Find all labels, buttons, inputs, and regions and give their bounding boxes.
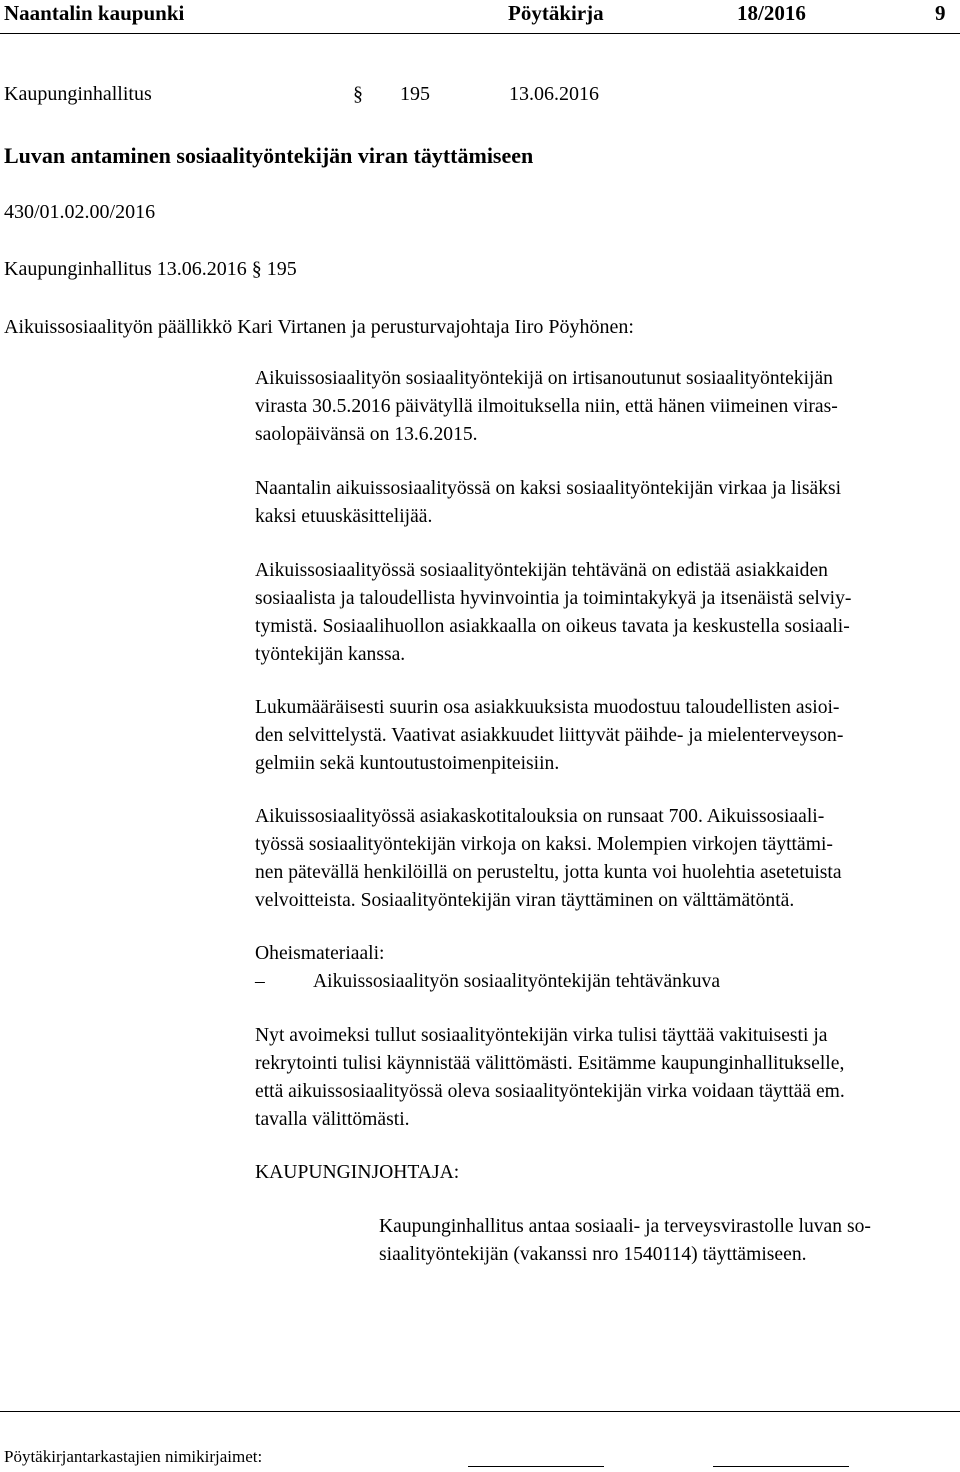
header-doc-number: 18/2016 <box>737 1 806 25</box>
proposal-line-1: Nyt avoimeksi tullut sosiaalityöntekijän virka tulisi täyttää vakituisesti ja <box>255 1025 828 1046</box>
paragraph-4-line-1: Lukumääräisesti suurin osa asiakkuuksista muodostuu taloudellisten asioi- <box>255 697 840 718</box>
history-line: Kaupunginhallitus 13.06.2016 § 195 <box>4 258 297 280</box>
header-doc-type: Pöytäkirja <box>508 1 604 25</box>
proposal-line-4: tavalla välittömästi. <box>255 1109 410 1130</box>
paragraph-3-line-4: työntekijän kanssa. <box>255 644 406 665</box>
mayor-decision-line-2: siaalityöntekijän (vakanssi nro 1540114) täyttämiseen. <box>379 1244 807 1265</box>
signature-line-1 <box>468 1466 604 1467</box>
paragraph-1-line-3: saolopäivänsä on 13.6.2015. <box>255 424 478 445</box>
attachment-item: Aikuissosiaalityön sosiaalityöntekijän tehtävänkuva <box>313 971 721 992</box>
paragraph-2-line-1: Naantalin aikuissosiaalityössä on kaksi sosiaalityöntekijän virkaa ja lisäksi <box>255 478 842 499</box>
footer-rule <box>0 1411 960 1412</box>
paragraph-5-line-2: työssä sosiaalityöntekijän virkoja on kaksi. Molempien virkojen täyttämi- <box>255 834 833 855</box>
paragraph-4-line-3: gelmiin sekä kuntoutustoimenpiteisiin. <box>255 753 560 774</box>
header-rule <box>0 33 960 34</box>
proposal-line-3: että aikuissosiaalityössä oleva sosiaalityöntekijän virka voidaan täyttää em. <box>255 1081 845 1102</box>
paragraph-5-line-1: Aikuissosiaalityössä asiakaskotitalouksia on runsaat 700. Aikuissosiaali- <box>255 806 825 827</box>
page-title: Luvan antaminen sosiaalityöntekijän viran täyttämiseen <box>4 143 534 168</box>
paragraph-3-line-3: tymistä. Sosiaalihuollon asiakkaalla on oikeus tavata ja keskustella sosiaali- <box>255 616 850 637</box>
mayor-decision-line-1: Kaupunginhallitus antaa sosiaali- ja terveysvirastolle luvan so- <box>379 1216 871 1237</box>
signature-line-2 <box>713 1466 849 1467</box>
paragraph-4-line-2: den selvittelystä. Vaativat asiakkuudet liittyvät päihde- ja mielenterveyson- <box>255 725 844 746</box>
header-page-number: 9 <box>935 1 946 25</box>
footer-signatures-label: Pöytäkirjantarkastajien nimikirjaimet: <box>4 1447 263 1466</box>
attachment-bullet: – <box>255 971 265 992</box>
paragraph-1-line-1: Aikuissosiaalityön sosiaalityöntekijä on irtisanoutunut sosiaalityöntekijän <box>255 368 833 389</box>
header-org: Naantalin kaupunki <box>4 1 185 25</box>
paragraph-1-line-2: virasta 30.5.2016 päivätyllä ilmoituksella niin, että hänen viimeinen viras- <box>255 396 838 417</box>
paragraph-2-line-2: kaksi etuuskäsittelijää. <box>255 506 433 527</box>
paragraph-3-line-2: sosiaalista ja taloudellista hyvinvointia ja toimintakykyä ja itsenäistä selviy- <box>255 588 852 609</box>
proposal-line-2: rekrytointi tulisi käynnistää välittömästi. Esitämme kaupunginhallitukselle, <box>255 1053 845 1074</box>
record-number: 430/01.02.00/2016 <box>4 201 156 223</box>
presenters: Aikuissosiaalityön päällikkö Kari Virtanen ja perusturvajohtaja Iiro Pöyhönen: <box>4 316 634 338</box>
meeting-date: 13.06.2016 <box>509 83 599 105</box>
paragraph-5-line-3: nen pätevällä henkilöillä on perusteltu, jotta kunta voi huolehtia asetetuista <box>255 862 842 883</box>
attachments-label: Oheismateriaali: <box>255 943 385 964</box>
meeting-section-number: 195 <box>400 83 430 105</box>
paragraph-5-line-4: velvoitteista. Sosiaalityöntekijän viran täyttäminen on välttämätöntä. <box>255 890 795 911</box>
meeting-body: Kaupunginhallitus <box>4 83 152 105</box>
paragraph-3-line-1: Aikuissosiaalityössä sosiaalityöntekijän tehtävänä on edistää asiakkaiden <box>255 560 828 581</box>
section-sign: § <box>353 83 363 105</box>
mayor-label: KAUPUNGINJOHTAJA: <box>255 1162 460 1183</box>
